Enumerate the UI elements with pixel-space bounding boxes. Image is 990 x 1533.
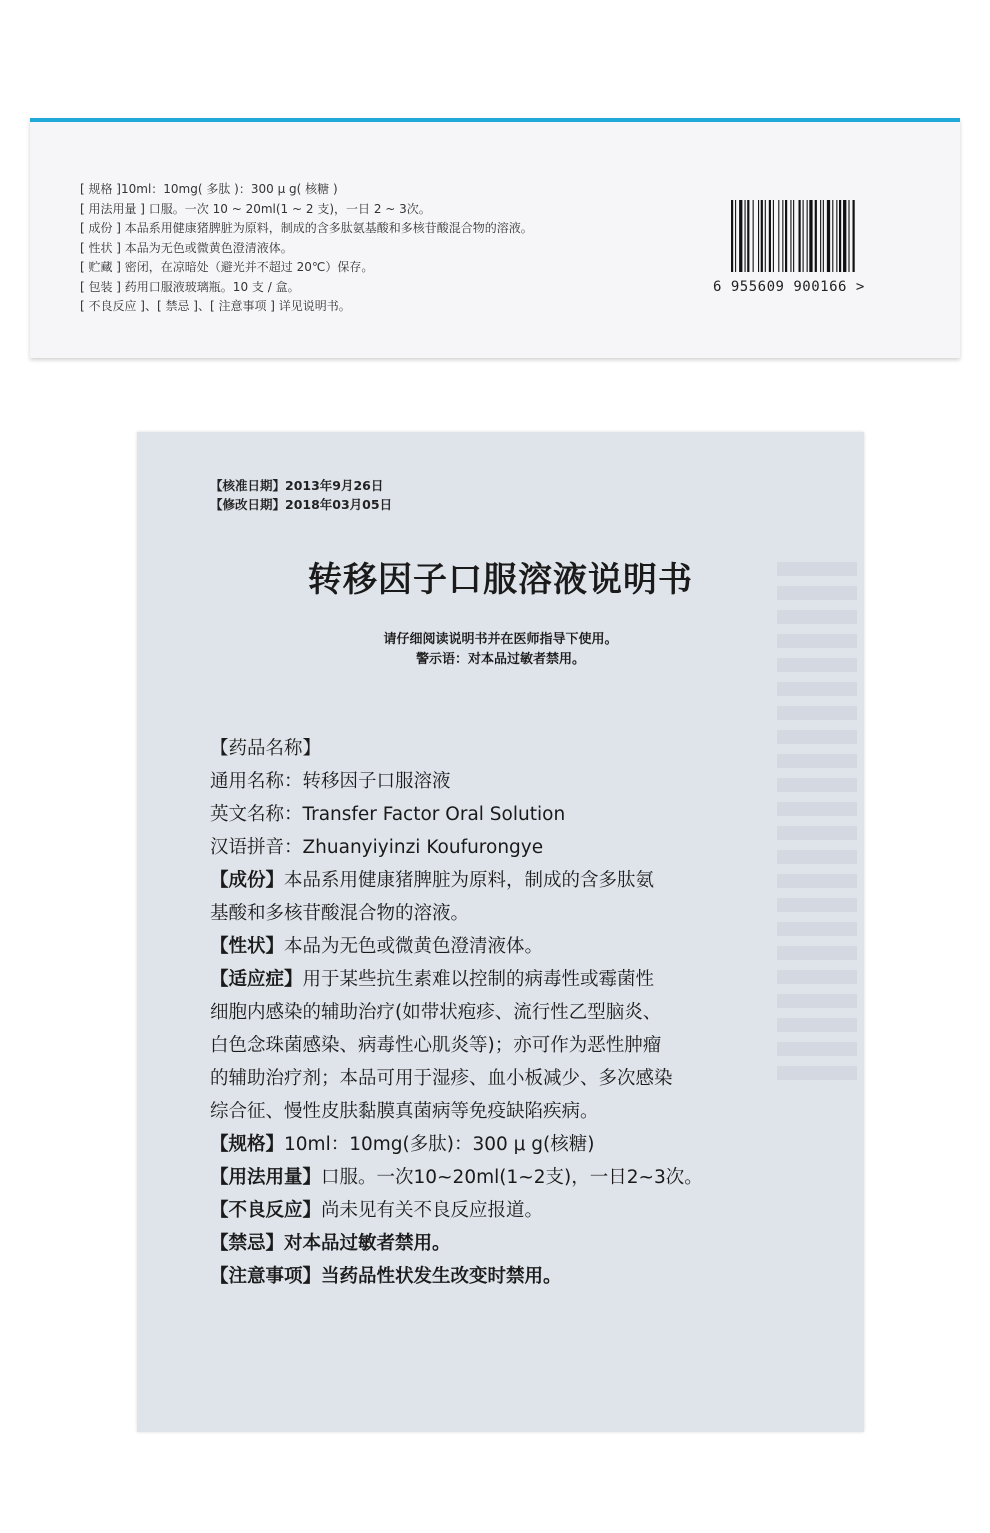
date-block xyxy=(210,476,392,514)
package-usage-line: [ 用法用量 ] 口服。一次 10 ~ 20ml(1 ~ 2 支)，一日 2 ~ 3次。 xyxy=(80,201,431,216)
description-label: 【性状】 xyxy=(210,936,285,957)
composition-section xyxy=(210,864,810,897)
package-see-leaflet-line: [ 不良反应 ]、[ 禁忌 ]、[ 注意事项 ] 详见说明书。 xyxy=(80,299,351,313)
instruction-leaflet xyxy=(137,432,864,1432)
package-packing-line: [ 包装 ] 药用口服液玻璃瓶。10 支 / 盒。 xyxy=(80,279,300,294)
usage-section xyxy=(210,1161,810,1194)
package-spec-line: [ 规格 ]10ml：10mg( 多肽 )：300 μ g( 核糖 ) xyxy=(80,182,338,196)
spec-section xyxy=(210,1128,810,1161)
precautions-text: 当药品性状发生改变时禁用。 xyxy=(321,1266,562,1287)
leaflet-body xyxy=(210,732,810,1293)
package-description-line: [ 性状 ] 本品为无色或微黄色澄清液体。 xyxy=(80,240,293,255)
indications-text-5: 综合征、慢性皮肤黏膜真菌病等免疫缺陷疾病。 xyxy=(210,1101,599,1122)
indications-text-4: 的辅助治疗剂；本品可用于湿疹、血小板减少、多次感染 xyxy=(210,1068,673,1089)
description-section xyxy=(210,930,810,963)
indications-text-3: 白色念珠菌感染、病毒性心肌炎等)；亦可作为恶性肿瘤 xyxy=(210,1035,662,1056)
spec-label: 【规格】 xyxy=(210,1134,285,1155)
indications-text-2: 细胞内感染的辅助治疗(如带状疱疹、流行性乙型脑炎、 xyxy=(210,1002,662,1023)
contra-label: 【禁忌】 xyxy=(210,1233,285,1254)
spec-text: 10ml：10mg(多肽)：300 μ g(核糖) xyxy=(284,1134,595,1155)
indications-text: 用于某些抗生素难以控制的病毒性或霉菌性 xyxy=(302,969,655,990)
pinyin-name: 汉语拼音：Zhuanyiyinzi Koufurongye xyxy=(210,837,544,858)
usage-label: 【用法用量】 xyxy=(210,1167,322,1188)
contra-section xyxy=(210,1227,810,1260)
document-title: 转移因子口服溶液说明书 xyxy=(308,560,693,600)
english-name: 英文名称：Transfer Factor Oral Solution xyxy=(210,804,566,825)
barcode-icon xyxy=(727,200,899,288)
package-composition-line: [ 成份 ] 本品系用健康猪脾脏为原料，制成的含多肽氨基酸和多核苷酸混合物的溶液。 xyxy=(80,221,533,235)
indications-section xyxy=(210,963,810,996)
composition-text: 本品系用健康猪脾脏为原料，制成的含多肽氨 xyxy=(284,870,655,891)
barcode-number: 6 955609 900166 > xyxy=(713,279,865,295)
generic-name: 通用名称：转移因子口服溶液 xyxy=(210,771,451,792)
composition-text-cont: 基酸和多核苷酸混合物的溶液。 xyxy=(210,903,470,924)
package-side-panel xyxy=(30,118,960,358)
composition-label: 【成份】 xyxy=(210,870,285,891)
read-carefully-notice: 请仔细阅读说明书并在医师指导下使用。 xyxy=(383,632,618,647)
description-text: 本品为无色或微黄色澄清液体。 xyxy=(284,936,544,957)
adverse-section xyxy=(210,1194,810,1227)
package-storage-line: [ 贮藏 ] 密闭，在凉暗处（避光并不超过 20℃）保存。 xyxy=(80,260,374,274)
notice-block xyxy=(137,630,864,670)
approval-date: 【核准日期】2013年9月26日 xyxy=(210,478,384,493)
contra-text: 对本品过敏者禁用。 xyxy=(284,1233,451,1254)
package-info-lines xyxy=(80,180,533,317)
revision-date: 【修改日期】2018年03月05日 xyxy=(210,497,393,512)
precautions-section xyxy=(210,1260,810,1293)
adverse-text: 尚未见有关不良反应报道。 xyxy=(321,1200,544,1221)
usage-text: 口服。一次10~20ml(1~2支)，一日2~3次。 xyxy=(321,1167,703,1188)
drug-name-header: 【药品名称】 xyxy=(210,738,322,759)
adverse-label: 【不良反应】 xyxy=(210,1200,322,1221)
warning-notice: 警示语：对本品过敏者禁用。 xyxy=(415,652,585,667)
precautions-label: 【注意事项】 xyxy=(210,1266,322,1287)
indications-label: 【适应症】 xyxy=(210,969,303,990)
